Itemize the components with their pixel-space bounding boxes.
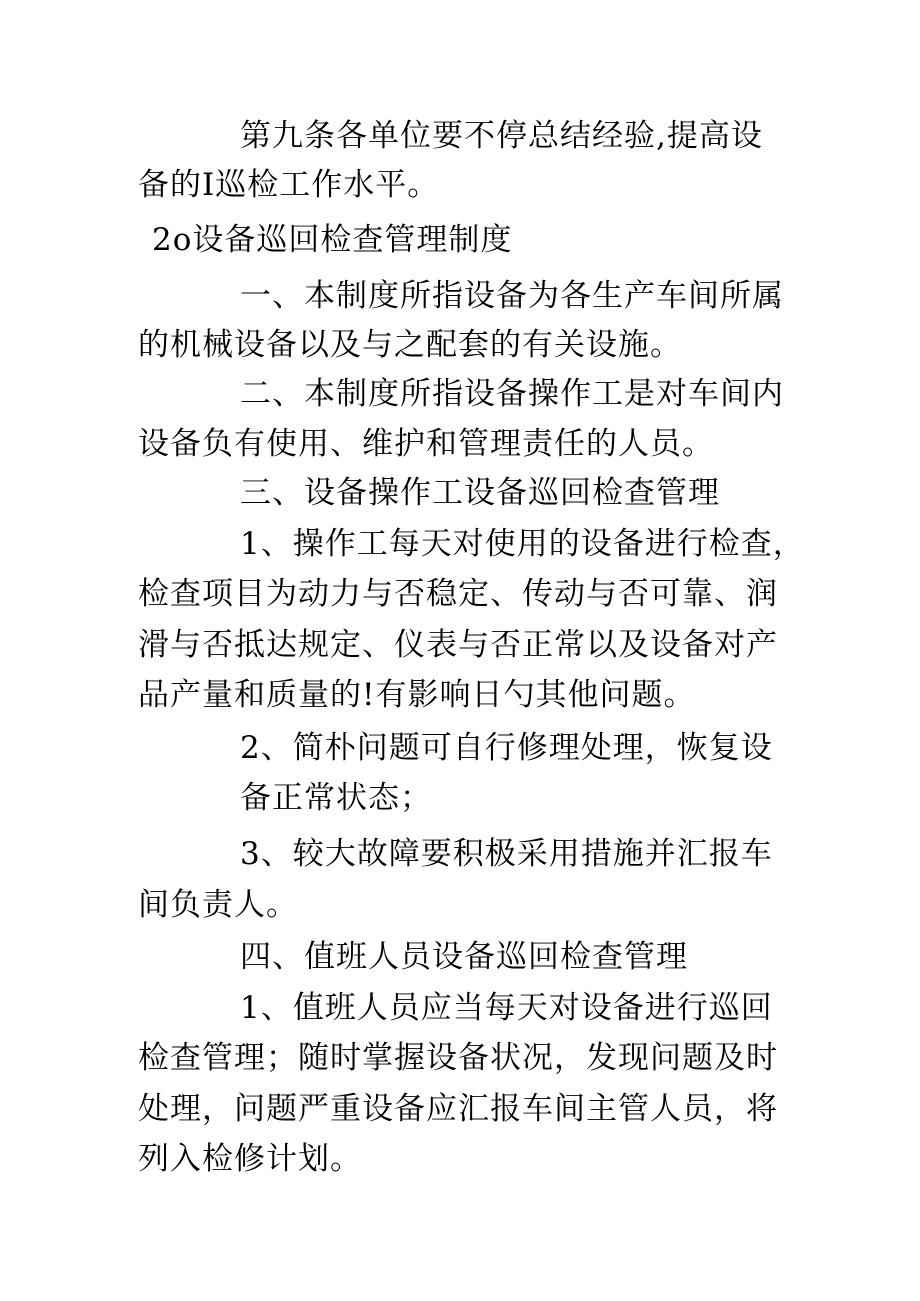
- paragraph-line: 检查项目为动力与否稳定、传动与否可靠、润: [138, 576, 778, 612]
- paragraph-line: 的机械设备以及与之配套的有关设施。: [138, 327, 682, 363]
- paragraph-line: 备的I巡检工作水平。: [138, 167, 440, 203]
- paragraph-line: 列入检修计划。: [138, 1141, 362, 1177]
- paragraph-line: 三、设备操作工设备巡回检查管理: [240, 475, 720, 511]
- paragraph-line: 间负责人。: [138, 887, 298, 923]
- paragraph-line: 2、简朴问题可自行修理处理，恢复设: [240, 730, 773, 766]
- paragraph-line: 滑与否抵达规定、仪表与否正常以及设备对产: [138, 627, 778, 663]
- paragraph-line: 1、操作工每天对使用的设备进行检查，: [240, 526, 805, 562]
- paragraph-line: 四、值班人员设备巡回检查管理: [240, 939, 688, 975]
- paragraph-line: 1、值班人员应当每天对设备进行巡回: [240, 990, 773, 1026]
- paragraph-line: 二、本制度所指设备操作工是对车间内: [240, 376, 784, 412]
- paragraph-line: 第九条各单位要不停总结经验,提高设: [240, 118, 763, 154]
- paragraph-line: 3、较大故障要积极采用措施并汇报车: [240, 836, 773, 872]
- paragraph-line: 处理，问题严重设备应汇报车间主管人员，将: [138, 1091, 778, 1127]
- paragraph-line: 备正常状态；: [240, 780, 432, 816]
- paragraph-line: 一、本制度所指设备为各生产车间所属: [240, 278, 784, 314]
- paragraph-line: 检查管理；随时掌握设备状况，发现问题及时: [138, 1040, 778, 1076]
- paragraph-line: 设备负有使用、维护和管理责任的人员。: [138, 426, 714, 462]
- paragraph-line: 品产量和质量的!有影响日勺其他问题。: [138, 677, 696, 713]
- section-heading: 2o设备巡回检查管理制度: [152, 222, 513, 258]
